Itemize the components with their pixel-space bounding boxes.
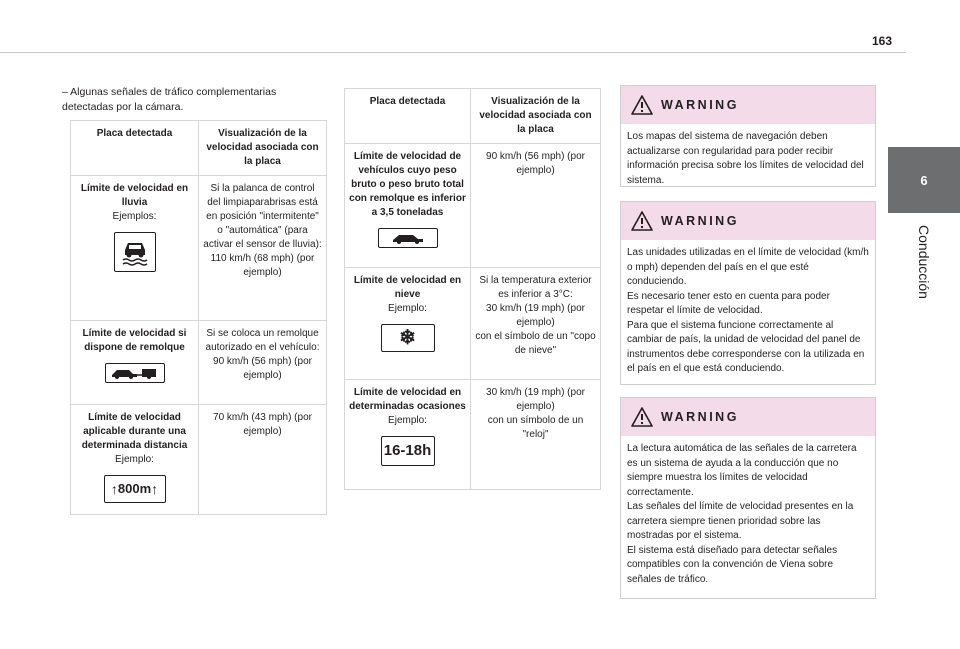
sign-name: Límite de velocidad en determinadas ocasiones — [349, 387, 466, 412]
warning-text: La lectura automática de las señales de la carretera es un sistema de ayuda a la conducción que no siempre muestra los límites de velocidad correctamente. Las señales del límite de velocidad presentes en la carretera siempre tienen prioridad sobre las mostradas por el sistema. El sistema está diseñado para detectar señales compatibles con la convención de Viena sobre señales de tráfico. — [627, 443, 857, 585]
header-rule — [0, 52, 906, 53]
example-label: Ejemplo: — [388, 303, 427, 314]
warning-box — [620, 201, 876, 385]
snowflake-sign-icon: ❄ — [381, 324, 435, 352]
warning-title: WARNING — [661, 98, 739, 112]
car-sign-icon — [378, 228, 438, 248]
warning-triangle-icon — [631, 211, 653, 231]
warning-triangle-icon — [631, 95, 653, 115]
sign-name: Límite de velocidad en lluvia — [80, 183, 189, 208]
page-number: 163 — [872, 34, 893, 48]
table-row — [345, 144, 601, 268]
time-sign-icon — [381, 436, 435, 466]
table-row — [345, 380, 601, 490]
warning-title: WARNING — [661, 214, 739, 228]
warning-header — [621, 86, 875, 124]
car-trailer-sign-icon — [105, 363, 165, 383]
rain-road-sign-icon — [114, 232, 156, 272]
time-sign-text: 16-18h — [383, 442, 432, 459]
table-row — [71, 321, 327, 405]
chapter-title: Conducción — [916, 225, 932, 299]
sign-name: Límite de velocidad aplicable durante una determinada distancia — [81, 412, 188, 451]
warning-header — [621, 202, 875, 240]
table-header: Placa detectada — [345, 89, 471, 144]
display-value: Si la temperatura exterior es inferior a 3°C: 30 km/h (19 mph) (por ejemplo) con el símbolo de un "copo de nieve" — [471, 268, 601, 380]
warning-triangle-icon — [631, 407, 653, 427]
warning-text: Los mapas del sistema de navegación deben actualizarse con regularidad para poder recibir información precisa sobre los límites de velocidad del sistema. — [627, 131, 864, 186]
display-value: 70 km/h (43 mph) (por ejemplo) — [199, 405, 327, 515]
sign-table-right — [344, 88, 601, 490]
sign-name: Límite de velocidad de vehículos cuyo peso bruto o peso bruto total con remolque es inferior a 3,5 toneladas — [349, 151, 466, 218]
intro-text: – Algunas señales de tráfico complementarias detectadas por la cámara. — [62, 86, 277, 113]
warning-text: Las unidades utilizadas en el límite de velocidad (km/h o mph) dependen del país en el que esté conduciendo. Es necesario tener esto en cuenta para poder respetar el límite de velocidad. Para que el sistema funcione correctamente al cambiar de país, la unidad de velocidad del panel de instrumentos debe corresponderse con la utilizada en el país en el que está conduciendo. — [627, 247, 869, 374]
warning-title: WARNING — [661, 410, 739, 424]
table-row — [345, 268, 601, 380]
example-label: Ejemplos: — [112, 211, 157, 222]
display-value: 30 km/h (19 mph) (por ejemplo) con un símbolo de un "reloj" — [471, 380, 601, 490]
table-row — [71, 176, 327, 321]
chapter-title-tab — [888, 213, 960, 311]
example-label: Ejemplo: — [115, 454, 154, 465]
chapter-number: 6 — [920, 172, 928, 188]
distance-sign-icon: ↑ 800m ↑ — [104, 475, 166, 503]
chapter-tab[interactable] — [888, 147, 960, 213]
table-header: Placa detectada — [71, 121, 199, 176]
sign-table-left — [70, 120, 327, 515]
warning-header — [621, 398, 875, 436]
example-label: Ejemplo: — [388, 415, 427, 426]
warning-box — [620, 397, 876, 599]
sign-name: Límite de velocidad si dispone de remolque — [82, 328, 187, 353]
sign-name: Límite de velocidad en nieve — [353, 275, 462, 300]
table-row — [71, 405, 327, 515]
display-value: Si la palanca de control del limpiaparabrisas está en posición "intermitente" o "automática" (para activar el sensor de lluvia): 110 km/h (68 mph) (por ejemplo) — [199, 176, 327, 321]
warning-box — [620, 85, 876, 187]
display-value: Si se coloca un remolque autorizado en el vehículo: 90 km/h (56 mph) (por ejemplo) — [199, 321, 327, 405]
distance-sign-text: 800m — [117, 481, 152, 496]
table-header: Visualización de la velocidad asociada con la placa — [199, 121, 327, 176]
display-value: 90 km/h (56 mph) (por ejemplo) — [471, 144, 601, 268]
table-header: Visualización de la velocidad asociada con la placa — [471, 89, 601, 144]
